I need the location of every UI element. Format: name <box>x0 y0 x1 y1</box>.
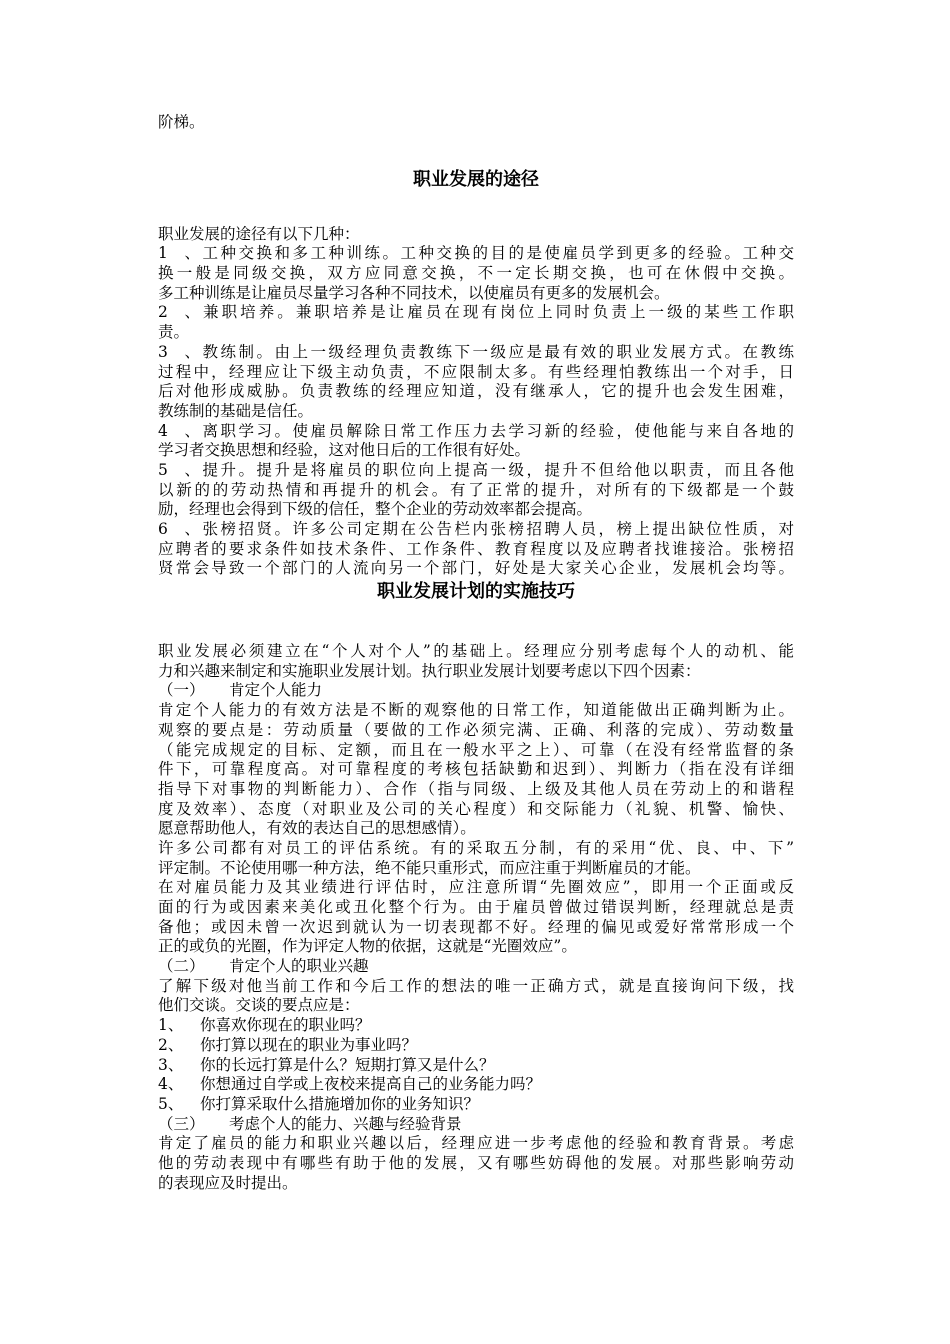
question-number: 5、 <box>158 1094 184 1113</box>
question-text: 你喜欢你现在的职业吗？ <box>200 1016 371 1035</box>
factor-number: （三） <box>158 1114 205 1133</box>
item-text-line: 励，经理也会得到下级的信任，整个企业的劳动效率都会提高。 <box>158 500 593 519</box>
spacer <box>158 193 794 225</box>
paragraph-line: 件下，可靠程度高。对可靠程度的考核包括缺勤和迟到）、判断力（指在没有详细 <box>158 760 794 779</box>
question-item <box>158 1056 794 1076</box>
item-text: 提升。提升是将雇员的职位向上提高一级，提升不但给他以职责，而且各他 <box>200 460 794 479</box>
item-text: 张榜招贤。许多公司定期在公告栏内张榜招聘人员，榜上提出缺位性质，对 <box>200 520 794 538</box>
section2-title: 职业发展计划的实施技巧 <box>377 581 575 603</box>
paragraph-line: 他们交谈。交谈的要点应是： <box>158 996 360 1015</box>
paragraph-line: 肯定了雇员的能力和职业兴趣以后，经理应进一步考虑他的经验和教育背景。考虑 <box>158 1134 794 1153</box>
item-text: 兼职培养。兼职培养是让雇员在现有岗位上同时负责上一级的某些工作职 <box>200 303 794 322</box>
factor2-heading <box>158 957 794 977</box>
section1-title: 职业发展的途径 <box>413 168 539 190</box>
paragraph-line: 了解下级对他当前工作和今后工作的想法的唯一正确方式，就是直接询问下级，找 <box>158 976 794 995</box>
question-text: 你打算采取什么措施增加你的业务知识？ <box>200 1094 480 1113</box>
paragraph-line: 评定制。不论使用哪一种方法，绝不能只重形式，而应注重于判断雇员的才能。 <box>158 858 701 877</box>
list-item-1 <box>158 244 794 264</box>
question-number: 2、 <box>158 1035 184 1054</box>
list-item-3 <box>158 343 794 363</box>
question-text: 你的长远打算是什么？短期打算又是什么？ <box>200 1055 495 1074</box>
paragraph-line: （能完成规定的目标、定额，而且在一般水平之上）、可靠（在没有经常监督的条 <box>158 740 794 759</box>
paragraph-line: 指导下对事物的判断能力）、合作（指与同级、上级及其他人员在劳动上的和谐程 <box>158 779 794 798</box>
factor-title: 考虑个人的能力、兴趣与经验背景 <box>229 1114 462 1133</box>
item-text: 工种交换和多工种训练。工种交换的目的是使雇员学到更多的经验。工种交 <box>200 244 794 263</box>
paragraph-line: 愿意帮助他人，有效的表达自己的思想感情）。 <box>158 819 476 838</box>
factor-number: （二） <box>158 957 205 976</box>
factor-title: 肯定个人能力 <box>229 681 323 700</box>
question-number: 4、 <box>158 1075 184 1094</box>
item-text: 离职学习。使雇员解除日常工作压力去学习新的经验，使他能与来自各地的 <box>200 421 794 440</box>
factor-title: 肯定个人的职业兴趣 <box>229 957 369 976</box>
item-text-line: 多工种训练是让雇员尽量学习各种不同技术，以使雇员有更多的发展机会。 <box>158 283 670 302</box>
intro-line: 阶梯。 <box>158 113 205 131</box>
paragraph-line: 正的或负的光圈，作为评定人物的依据，这就是“光圈效应”。 <box>158 937 577 956</box>
item-number: 5、 <box>158 460 200 479</box>
item-text-line: 以新的的劳动热情和再提升的机会。有了正常的提升，对所有的下级都是一个鼓 <box>158 480 794 499</box>
paragraph-line: 他的劳动表现中有哪些有助于他的发展，又有哪些妨碍他的发展。对那些影响劳动 <box>158 1153 794 1172</box>
spacer <box>158 133 794 167</box>
document-page <box>158 113 794 1193</box>
factor3-heading <box>158 1115 794 1135</box>
question-item <box>158 1016 794 1036</box>
factor1-heading <box>158 681 794 701</box>
question-item <box>158 1095 794 1115</box>
item-text-line: 换一般是同级交换，双方应同意交换，不一定长期交换，也可在休假中交换。 <box>158 264 794 283</box>
item-number: 6、 <box>158 520 200 538</box>
item-text-line: 应聘者的要求条件如技术条件、工作条件、教育程度以及应聘者找谁接洽。张榜招 <box>158 539 794 558</box>
question-number: 1、 <box>158 1016 184 1035</box>
paragraph-line: 的表现应及时提出。 <box>158 1173 298 1192</box>
question-text: 你想通过自学或上夜校来提高自己的业务能力吗？ <box>200 1075 542 1094</box>
factor-number: （一） <box>158 681 205 700</box>
paragraph-line: 观察的要点是：劳动质量（要做的工作必须完满、正确、利落的完成）、劳动数量 <box>158 720 794 739</box>
spacer <box>158 605 794 642</box>
list-item-5 <box>158 461 794 481</box>
section1-lead: 职业发展的途径有以下几种： <box>158 224 360 243</box>
paragraph-line: 度及效率）、态度（对职业及公司的关心程度）和交际能力（礼貌、机警、愉快、 <box>158 799 794 818</box>
item-number: 2、 <box>158 303 200 322</box>
item-text-line: 贤常会导致一个部门的人流向另一个部门，好处是大家关心企业，发展机会均等。 <box>158 559 794 578</box>
item-text-line: 教练制的基础是信任。 <box>158 401 314 420</box>
item-number: 3、 <box>158 342 200 361</box>
paragraph-line: 面的行为或因素来美化或丑化整个行为。由于雇员曾做过错误判断，经理就总是责 <box>158 898 794 916</box>
paragraph-line: 在对雇员能力及其业绩进行评估时，应注意所谓“先圈效应”，即用一个正面或反 <box>158 878 794 897</box>
list-item-2 <box>158 303 794 323</box>
item-text-line: 后对他形成威胁。负责教练的经理应知道，没有继承人，它的提升也会发生困难， <box>158 382 794 401</box>
question-number: 3、 <box>158 1055 184 1074</box>
paragraph-line: 备他；或因未曾一次迟到就认为一切表现都不好。经理的偏见或爱好常常形成一个 <box>158 917 794 936</box>
question-text: 你打算以现在的职业为事业吗？ <box>200 1035 418 1054</box>
item-text: 教练制。由上一级经理负责教练下一级应是最有效的职业发展方式。在教练 <box>200 342 794 361</box>
list-item-4 <box>158 422 794 442</box>
item-text-line: 责。 <box>158 323 190 342</box>
question-item <box>158 1075 794 1095</box>
list-item-6 <box>158 520 794 540</box>
section2-intro-line: 力和兴趣来制定和实施职业发展计划。执行职业发展计划要考虑以下四个因素： <box>158 661 701 680</box>
item-number: 4、 <box>158 421 200 440</box>
item-text-line: 学习者交换思想和经验，这对他日后的工作很有好处。 <box>158 441 531 460</box>
item-text-line: 过程中，经理应让下级主动负责，不应限制太多。有些经理怕教练出一个对手，日 <box>158 362 794 381</box>
item-number: 1、 <box>158 244 200 263</box>
section2-intro-line: 职业发展必须建立在“个人对个人”的基础上。经理应分别考虑每个人的动机、能 <box>158 642 794 661</box>
question-item <box>158 1036 794 1056</box>
paragraph-line: 肯定个人能力的有效方法是不断的观察他的日常工作，知道能做出正确判断为止。 <box>158 701 794 720</box>
paragraph-line: 许多公司都有对员工的评估系统。有的采取五分制，有的采用“优、良、中、下” <box>158 838 794 857</box>
